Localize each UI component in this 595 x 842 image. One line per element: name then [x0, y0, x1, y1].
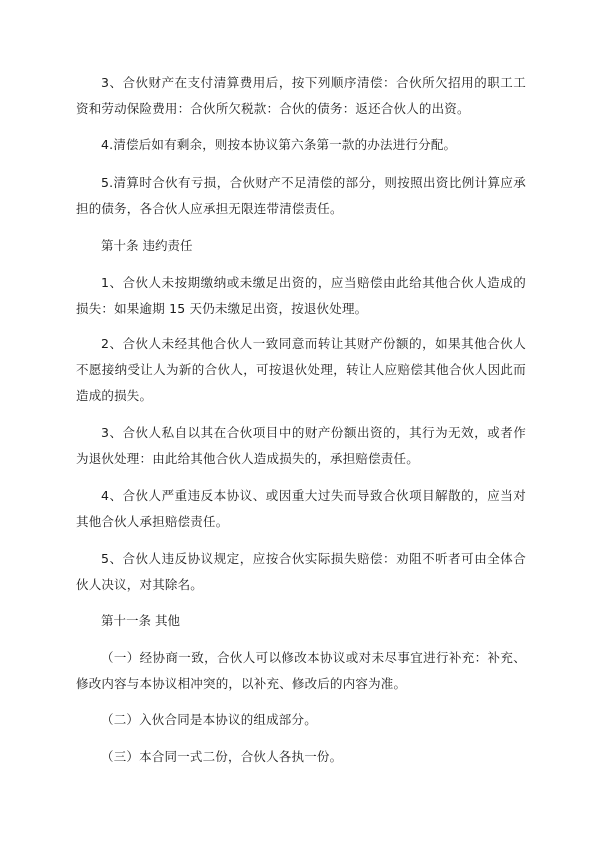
clause-11-item-1: （一）经协商一致，合伙人可以修改本协议或对未尽事宜进行补充：补充、修改内容与本协议相冲突的，以补充、修改后的内容为准。 — [76, 650, 526, 691]
clause-11-item-2: （二）入伙合同是本协议的组成部分。 — [101, 712, 317, 727]
clause-9-item-4: 4.清偿后如有剩余，则按本协议第六条第一款的办法进行分配。 — [101, 137, 457, 152]
section-heading-10: 第十条 违约责任 — [101, 238, 193, 253]
clause-9-item-3: 3、合伙财产在支付清算费用后，按下列顺序清偿：合伙所欠招用的职工工资和劳动保险费用：合伙所欠税款：合伙的债务：返还合伙人的出资。 — [76, 75, 526, 116]
clause-10-item-3: 3、合伙人私自以其在合伙项目中的财产份额出资的，其行为无效，或者作为退伙处理：由此给其他合伙人造成损失的，承担赔偿责任。 — [76, 425, 526, 466]
clause-10-item-2: 2、合伙人未经其他合伙人一致同意而转让其财产份额的，如果其他合伙人不愿接纳受让人为新的合伙人，可按退伙处理，转让人应赔偿其他合伙人因此而造成的损失。 — [76, 336, 526, 403]
section-heading-11: 第十一条 其他 — [101, 613, 180, 628]
clause-10-item-5: 5、合伙人违反协议规定，应按合伙实际损失赔偿：劝阻不听者可由全体合伙人决议，对其除名。 — [76, 551, 526, 592]
clause-9-item-5: 5.清算时合伙有亏损，合伙财产不足清偿的部分，则按照出资比例计算应承担的债务，各合伙人应承担无限连带清偿责任。 — [76, 175, 526, 216]
clause-11-item-3: （三）本合同一式二份，合伙人各执一份。 — [101, 749, 343, 764]
clause-10-item-4: 4、合伙人严重违反本协议、或因重大过失而导致合伙项目解散的，应当对其他合伙人承担赔偿责任。 — [76, 488, 526, 529]
clause-10-item-1: 1、合伙人未按期缴纳或未缴足出资的，应当赔偿由此给其他合伙人造成的损失：如果逾期 15 天仍未缴足出资，按退伙处理。 — [76, 275, 526, 316]
